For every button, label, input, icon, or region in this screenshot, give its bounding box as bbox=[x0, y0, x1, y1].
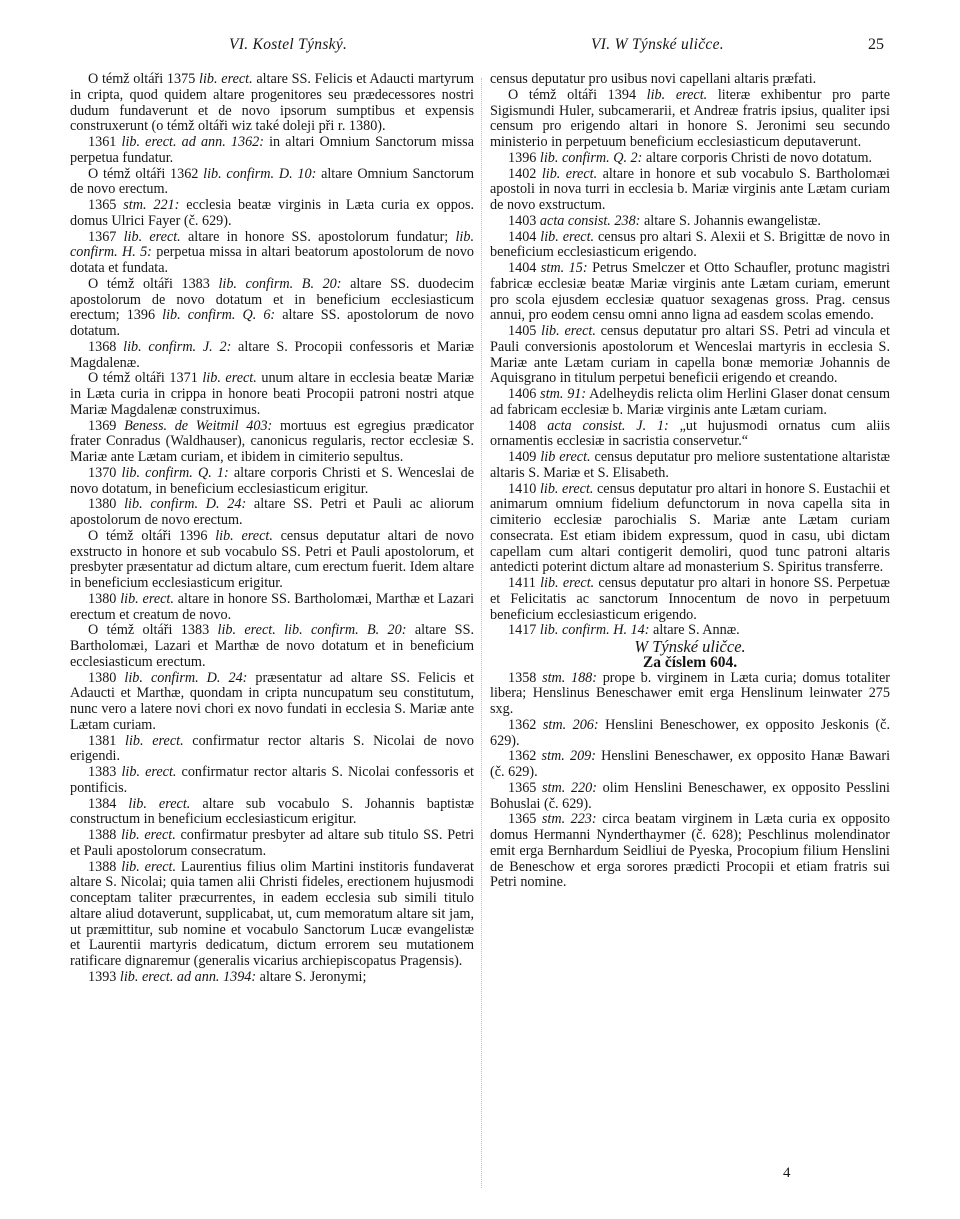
body-text: 1393 bbox=[88, 968, 120, 985]
citation-text: lib. confirm. Q. 2: bbox=[539, 149, 643, 166]
citation-text: lib. erect. bbox=[539, 480, 594, 497]
citation-text: acta consist. J. 1: bbox=[547, 417, 669, 434]
body-text: 1370 bbox=[88, 464, 122, 481]
left-column bbox=[70, 72, 474, 986]
body-text: 1362 bbox=[508, 748, 542, 765]
body-text: 1409 bbox=[508, 449, 541, 465]
body-text: prope b. virginem in Læta curia; domus totaliter libera; Henslinus Beneschawer emit erga Henslinum leinwater 275 sxg. bbox=[490, 669, 891, 717]
paragraph bbox=[70, 970, 474, 986]
paragraph bbox=[490, 324, 890, 387]
citation-text: lib. erect. bbox=[541, 165, 598, 182]
body-text: 1365 bbox=[88, 197, 124, 213]
paragraph bbox=[70, 277, 474, 340]
paragraph bbox=[70, 765, 474, 797]
body-text: 1410 bbox=[508, 480, 540, 497]
body-text: literæ exhibentur pro parte Sigismundi Huler, subcamerarii, et Andreæ fratris ipsius, qualiter ipsi censum pro erigendo altari in honore S. Jeronimi seu secundo ministerio in perpetuum beneficium ecclesiasticum deputaverunt. bbox=[490, 86, 891, 150]
body-text: altare sub vocabulo S. Johannis baptistæ constructum in beneficium ecclesiasticum erigitur. bbox=[70, 795, 474, 828]
page-number: 25 bbox=[868, 36, 884, 53]
body-text: altare S. Procopii confessoris et Mariæ Magdalenæ. bbox=[70, 338, 474, 371]
body-text: perpetua missa in altari beatorum apostolorum de novo dotata et fundata. bbox=[70, 244, 475, 276]
body-text: 1380 bbox=[88, 669, 125, 686]
body-text: 1402 bbox=[508, 165, 542, 182]
citation-text: lib erect. bbox=[540, 449, 591, 465]
citation-text: lib. erect. bbox=[123, 228, 181, 245]
body-text: 1365 bbox=[508, 811, 542, 828]
body-text: 1405 bbox=[508, 323, 542, 339]
citation-text: lib. erect. bbox=[646, 86, 708, 103]
citation-text: Beness. de Weitmil 403: bbox=[124, 417, 273, 434]
body-text: 1367 bbox=[88, 228, 124, 245]
citation-text: lib. confirm. D. 24: bbox=[124, 669, 248, 686]
body-text: confirmatur rector altaris S. Nicolai confessoris et pontificis. bbox=[70, 764, 475, 796]
body-text: 1358 bbox=[508, 669, 543, 686]
body-text: 1369 bbox=[88, 417, 125, 434]
body-text: altare SS. Petri et Pauli ac aliorum apostolorum de novo erectum. bbox=[70, 496, 475, 528]
body-text: census deputatur pro usibus novi capellani altaris præfati. bbox=[490, 71, 817, 87]
paragraph bbox=[70, 230, 474, 277]
body-text: unum altare in ecclesia beatæ Mariæ in Læta curia in crippa in honore beati Procopii patroni nostri atque Mariæ Magdalenæ construximus. bbox=[70, 370, 474, 418]
citation-text: lib. confirm. D. 10: bbox=[203, 165, 317, 182]
paragraph bbox=[490, 151, 890, 167]
body-text: altare SS. duodecim apostolorum de novo dotatum et in beneficium ecclesiasticum erectum; 1396 bbox=[70, 275, 474, 324]
paragraph bbox=[490, 214, 890, 230]
body-text: „ut hujusmodi ornatus cum aliis ornamentis ecclesiæ in sacristia conservetur.“ bbox=[490, 417, 891, 450]
section-title: W Týnské uličce. bbox=[634, 637, 746, 656]
paragraph bbox=[490, 419, 890, 451]
paragraph bbox=[490, 387, 890, 419]
paragraph bbox=[70, 198, 474, 230]
paragraph bbox=[490, 261, 890, 324]
body-text: 1408 bbox=[508, 417, 548, 434]
body-text: O témž oltáři 1396 bbox=[88, 527, 216, 544]
paragraph bbox=[490, 482, 890, 577]
column-divider bbox=[481, 78, 482, 1188]
body-text: in altari Omnium Sanctorum missa perpetua fundatur. bbox=[70, 134, 475, 166]
body-text: 1381 bbox=[88, 732, 126, 749]
body-text: 1404 bbox=[508, 260, 541, 276]
body-text: census deputatur pro altari in honore SS. Perpetuæ et Felicitatis ac sanctorum Innocentum de novo in perpetuum beneficium ecclesiasticum erigendo. bbox=[490, 575, 890, 623]
body-text: 1388 bbox=[88, 858, 122, 875]
body-text: 1388 bbox=[88, 827, 122, 843]
paragraph bbox=[490, 749, 890, 781]
running-head-left: VI. Kostel Týnský. bbox=[229, 36, 348, 53]
citation-text: lib. erect. bbox=[125, 732, 184, 749]
citation-text: lib. confirm. D. 24: bbox=[124, 496, 247, 513]
citation-text: lib. erect. bbox=[121, 858, 177, 875]
paragraph bbox=[70, 340, 474, 372]
section-subtitle: Za číslem 604. bbox=[642, 653, 738, 671]
body-text: altare S. Jeronymi; bbox=[256, 968, 367, 985]
citation-text: lib. confirm. Q. 6: bbox=[162, 307, 276, 324]
citation-text: lib. erect. bbox=[215, 527, 273, 544]
paragraph bbox=[490, 230, 890, 262]
body-text: altare S. Johannis ewangelistæ. bbox=[640, 212, 821, 229]
body-text: ecclesia beatæ virginis in Læta curia ex oppos. domus Ulrici Fayer (č. 629). bbox=[70, 197, 475, 229]
paragraph bbox=[70, 497, 474, 529]
body-text: 1361 bbox=[88, 134, 122, 150]
body-text: altare SS. Felicis et Adaucti martyrum in cripta, quod quidem altare progenitores seu prædecessores nostri dudum fundaverunt et de novo ipsorum sumptibus et expensis construxerunt (o témž oltáři wiz také doleji při r. 1380). bbox=[70, 71, 474, 135]
paragraph bbox=[490, 576, 890, 623]
citation-text: lib. confirm. B. 20: bbox=[218, 275, 342, 292]
signature-mark: 4 bbox=[783, 1165, 791, 1181]
citation-text: stm. 91: bbox=[540, 386, 587, 402]
paragraph bbox=[490, 72, 890, 88]
body-text: O témž oltáři 1375 bbox=[88, 71, 200, 87]
citation-text: stm. 206: bbox=[542, 716, 599, 733]
body-text: census pro altari S. Alexii et S. Brigittæ de novo in beneficium ecclesiasticum erigendo. bbox=[490, 228, 891, 261]
body-text: 1380 bbox=[88, 496, 125, 513]
citation-text: stm. 209: bbox=[541, 748, 596, 765]
paragraph bbox=[70, 734, 474, 766]
citation-text: lib. erect. bbox=[120, 590, 174, 607]
body-text: olim Henslini Beneschawer, ex opposito Pesslini Bohuslai (č. 629). bbox=[490, 779, 890, 812]
citation-text: stm. 220: bbox=[542, 779, 597, 796]
citation-text: stm. 188: bbox=[542, 669, 598, 686]
citation-text: lib. erect. bbox=[540, 575, 595, 591]
body-text: altare SS. Bartholomæi, Lazari et Marthæ de novo dotatum et in beneficium ecclesiasticum erectum. bbox=[70, 622, 475, 670]
body-text: 1403 bbox=[508, 212, 540, 229]
body-text: altare SS. apostolorum de novo dotatum. bbox=[70, 307, 474, 339]
citation-text: lib. erect. lib. confirm. B. 20: bbox=[217, 622, 407, 639]
body-text: census deputatur pro altari SS. Petri ad vincula et Pauli conversionis apostolorum et Wenceslai martyris in ecclesia S. Mariæ ante Lætam curiam in capella bonæ memoriæ Johannis de Aquisgrano in titulum perpetui beneficii erigendo et creando. bbox=[490, 323, 890, 387]
citation-text: lib. confirm. H. 5: bbox=[70, 228, 475, 261]
citation-text: lib. confirm. Q. 1: bbox=[121, 464, 229, 481]
body-text: altare Omnium Sanctorum de novo erectum. bbox=[70, 165, 474, 198]
citation-text: lib. erect. bbox=[128, 795, 191, 812]
body-text: Laurentius filius olim Martini institoris fundaverat altare S. Nicolai; quia tamen alii Christi fideles, erectionem hujusmodi conceptam taliter præcurrentes, in eadem ecclesia sub simili titulo altare aliud dotaverunt, supplicabat, ut, cum memoratum altare sit jam, ut præmittitur, sub nomine et vocabulo Sanctorum Lucæ evangelistæ et Laurentii martyris dedicatum, dictum errorem seu mutationem ratificare dignaremur (generalis vicarius archiepiscopatus Pragensis). bbox=[70, 858, 474, 969]
paragraph bbox=[70, 592, 474, 624]
body-text: altare S. Annæ. bbox=[649, 622, 740, 639]
body-text: O témž oltáři 1362 bbox=[88, 165, 204, 182]
body-text: Petrus Smelczer et Otto Schaufler, protunc magistri fabricæ ecclesiæ beatæ Mariæ virginis ante Lætam curiam, emerunt pro scola ejusdem ecclesiæ quatuor sexagenas gross. Prag. census annui, pro eodem censu omni anno ligna ad easdem scolas emendo. bbox=[490, 260, 891, 324]
body-text: altare corporis Christi de novo dotatum. bbox=[642, 149, 873, 166]
body-text: circa beatam virginem in Læta curia ex opposito domus Hermanni Nynderthaymer (č. 628); Peschlinus molendinator emit erga Bernhardum Seidliui de Pyeska, Procopium filium Henslini de Beneschow et erga sorores prædicti Procopii et etiam fratris sui Petri nomine. bbox=[490, 811, 890, 891]
body-text: confirmatur presbyter ad altare sub titulo SS. Petri et Pauli apostolorum consecratum. bbox=[70, 827, 475, 859]
body-text: præsentatur ad altare SS. Felicis et Adaucti et Marthæ, quondam in cripta nuncupatum seu constitutum, nunc vero a latere novi chori ex novo fundati in ecclesia S. Mariæ ante Lætam curiam. bbox=[70, 669, 475, 733]
paragraph bbox=[70, 529, 474, 592]
body-text: 1396 bbox=[508, 149, 540, 166]
body-text: 1406 bbox=[508, 386, 541, 402]
body-text: 1411 bbox=[508, 575, 541, 591]
body-text: Henslini Beneschawer, ex opposito Hanæ Bawari (č. 629). bbox=[490, 748, 891, 780]
paragraph bbox=[70, 419, 474, 466]
citation-text: stm. 221: bbox=[123, 197, 180, 213]
paragraph bbox=[490, 450, 890, 482]
citation-text: lib. erect. bbox=[541, 323, 596, 339]
paragraph bbox=[70, 72, 474, 135]
body-text: 1365 bbox=[508, 779, 543, 796]
paragraph bbox=[490, 167, 890, 214]
body-text: census deputatur altari de novo exstructo in honore et sub vocabulo SS. Petri et Pauli apostolorum, et presbyter præsentatur ad dictum altare, cum erectum fuerit. Idem altare in beneficium ecclesiasticum erigitur. bbox=[70, 527, 475, 591]
paragraph bbox=[70, 623, 474, 670]
body-text: Henslini Beneschower, ex opposito Jeskonis (č. 629). bbox=[490, 716, 891, 749]
citation-text: lib. erect. bbox=[121, 827, 176, 843]
citation-text: lib. erect. bbox=[540, 228, 595, 245]
paragraph bbox=[70, 167, 474, 199]
body-text: O témž oltáři 1383 bbox=[88, 622, 218, 639]
body-text: 1383 bbox=[88, 764, 122, 780]
body-text: 1362 bbox=[508, 716, 543, 733]
citation-text: lib. erect. ad ann. 1394: bbox=[119, 968, 257, 985]
citation-text: stm. 223: bbox=[541, 811, 597, 828]
paragraph bbox=[490, 812, 890, 891]
body-text: census deputatur pro meliore sustentatione altaristæ altaris S. Mariæ et S. Elisabeth. bbox=[490, 449, 891, 481]
paragraph bbox=[490, 718, 890, 750]
paragraph bbox=[70, 135, 474, 167]
paragraph bbox=[70, 860, 474, 970]
body-text: mortuus est egregius prædicator frater Conradus (Waldhauser), canonicus regularis, rector ecclesiæ S. Mariæ ante Lætam curiam, et ibidem in cimiterio sepultus. bbox=[70, 417, 475, 465]
body-text: 1404 bbox=[508, 228, 541, 245]
paragraph bbox=[70, 828, 474, 860]
paragraph bbox=[490, 671, 890, 718]
right-column bbox=[490, 72, 890, 891]
paragraph bbox=[490, 88, 890, 151]
body-text: altare corporis Christi et S. Wenceslai de novo dotatum, in beneficium ecclesiasticum erigitur. bbox=[70, 464, 475, 497]
body-text: Adelheydis relicta olim Herlini Glaser donat censum ad fabricam ecclesiæ b. Mariæ virginis ante Lætam curiam. bbox=[490, 386, 891, 418]
body-text: 1380 bbox=[88, 590, 121, 607]
citation-text: lib. confirm. J. 2: bbox=[123, 338, 232, 355]
body-text: O témž oltáři 1394 bbox=[508, 86, 647, 103]
citation-text: lib. erect. bbox=[199, 71, 253, 87]
paragraph bbox=[70, 671, 474, 734]
paragraph bbox=[70, 797, 474, 829]
citation-text: lib. erect. bbox=[202, 370, 257, 387]
body-text: census deputatur pro altari in honore S. Eustachii et animarum omnium fidelium defunctorum in nova capella sita in cimiterio ecclesiæ parochialis S. Mariæ ante Lætam curiam consecrata. Est etiam ibidem expressum, quod in casu, ubi dictam capellam cum altari contigerit demoliri, quod tunc patroni altaris antedicti poterint dictum altare ad monasterium S. Spiritus transferre. bbox=[490, 480, 890, 576]
body-text: altare in honore SS. Bartholomæi, Marthæ et Lazari erectum et creatum de novo. bbox=[70, 590, 475, 623]
citation-text: acta consist. 238: bbox=[539, 212, 641, 229]
body-text: O témž oltáři 1383 bbox=[88, 275, 219, 292]
citation-text: lib. erect. ad ann. 1362: bbox=[121, 134, 264, 150]
running-head-right: VI. W Týnské uličce. bbox=[591, 36, 724, 53]
body-text: altare in honore et sub vocabulo S. Bartholomæi apostoli in nova turri in ecclesia b. Mariæ virginis ante Lætam curiam de novo exstructum. bbox=[490, 165, 890, 213]
section-entries bbox=[490, 671, 890, 892]
right-column-entries bbox=[490, 72, 890, 639]
paragraph bbox=[70, 371, 474, 418]
body-text: altare in honore SS. apostolorum fundatur; bbox=[180, 228, 456, 245]
paragraph bbox=[490, 781, 890, 813]
paragraph bbox=[70, 466, 474, 498]
body-text: O témž oltáři 1371 bbox=[88, 370, 203, 387]
body-text: 1368 bbox=[88, 338, 124, 355]
body-text: 1384 bbox=[88, 795, 129, 812]
citation-text: lib. erect. bbox=[121, 764, 177, 780]
body-text: confirmatur rector altaris S. Nicolai de novo erigendi. bbox=[70, 732, 474, 765]
body-text: 1417 bbox=[508, 622, 540, 639]
citation-text: stm. 15: bbox=[540, 260, 588, 276]
citation-text: lib. confirm. H. 14: bbox=[539, 622, 650, 639]
